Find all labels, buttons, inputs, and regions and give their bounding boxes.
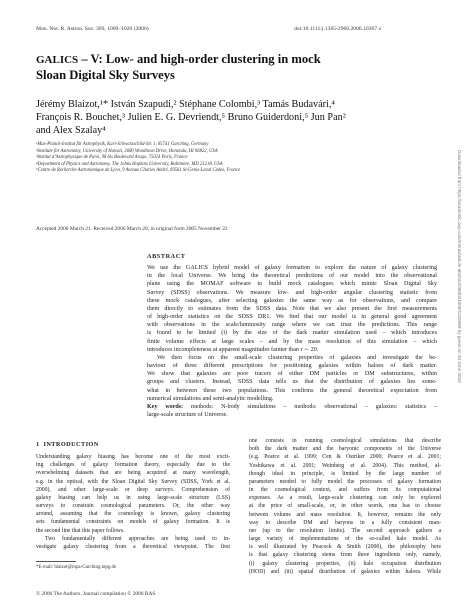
author-list xyxy=(36,98,406,137)
body-line: Yoshikawa et al. 2001; Weinberg et al. 2004). This method, al- xyxy=(249,462,441,469)
body-line: expenses. As a result, large-scale clustering can only be explored xyxy=(249,495,441,502)
body-line: 2000), and other large-scale or deep surveys. Comprehension of xyxy=(36,486,230,493)
body-line: both the dark matter and the baryonic components of the Universe xyxy=(249,446,441,453)
affiliation: ³Institut d’Astrophysique de Paris, 98 bis Boulevard Arago, 75014 Paris, France xyxy=(36,155,188,161)
abstract-line: We show that galaxies are poor tracers of either DM particles or DM substructures, within xyxy=(147,371,437,378)
abstract-line: plane using the MOMAF software to build mock catalogues which mimic Sloan Digital Sky xyxy=(147,281,437,288)
submission-dates: Accepted 2006 March 21. Received 2006 March 20; in original form 2005 November 22 xyxy=(36,226,228,232)
body-line: large variety of implementations of the so-called halo model. As xyxy=(249,536,441,543)
body-line: around, assuming that the cosmology is known, galaxy clustering xyxy=(36,511,230,518)
abstract-line: these mock catalogues, after selecting galaxies the same way as for observations, and compare xyxy=(147,297,437,304)
abstract-paragraph-1 xyxy=(147,264,437,354)
abstract-line: in the local Universe. We bring the theoretical predictions of our model into the observational xyxy=(147,273,437,280)
authors-line: Jérémy Blaizot,¹* István Szapudi,² Stéphane Colombi,³ Tamás Budavári,⁴ xyxy=(36,99,335,110)
title-line2: Sloan Digital Sky Surveys xyxy=(36,68,175,82)
affiliation: ⁵Centre de Recherche Astronomique de Lyon, 9 Avenue Charles André, 69561 St-Genis-Laval Cedex, France xyxy=(36,168,241,174)
copyright-notice: © 2006 The Authors. Journal compilation © 2006 RAS xyxy=(36,591,156,597)
introduction-right-column xyxy=(249,437,441,576)
body-line: the second line that this paper follows. xyxy=(36,527,125,534)
footnote-email: *E-mail: blaizot@mpa-Garching.mpg.de xyxy=(36,565,117,570)
download-watermark-text: Downloaded from https://academic.oup.com/mnras/article-abstract/369/3/1009/1225969 by guest on 10 June 2020 xyxy=(457,150,462,383)
body-line: one consists in running cosmological simulations that describe xyxy=(249,438,441,444)
abstract xyxy=(147,264,437,403)
abstract-line: We then focus on the small-scale clustering properties of galaxies and investigate the be- xyxy=(157,354,437,361)
abstract-line: groups and clusters. Instead, SDSS data tells us that the distribution of galaxies lies some- xyxy=(147,379,437,386)
body-line: sets fundamental constraints on models of galaxy formation. It is xyxy=(36,519,230,526)
body-line: ing challenges of galaxy formation theory, especially due to the xyxy=(36,462,230,469)
body-line: is well illustrated by Peacock & Smith (2000), the philosophy here xyxy=(249,544,441,551)
body-line: galaxy biasing can help us in using large-scale structure (LSS) xyxy=(36,494,230,501)
body-line: in the cosmological context, and suffers from its computational xyxy=(249,487,441,494)
abstract-line: finite volume effects at large scales – and by the mass resolution of this simulation – which xyxy=(147,338,437,345)
body-line: between volume and mass resolution. It, however, remains the only xyxy=(249,511,441,518)
affiliation: ¹Max-Planck-Institut für Astrophysik, Karl-Schwarzschild-Str. 1, 85741 Garching, Germany xyxy=(36,142,209,147)
abstract-line: Survey (SDSS) observations. We measure low- and high-order angular clustering statistic from xyxy=(147,289,437,296)
body-line: surveys to constrain cosmological parameters. Or, the other way xyxy=(36,503,230,510)
body-line: Two fundamentally different approaches are being used to in- xyxy=(45,535,230,542)
download-watermark xyxy=(456,150,464,530)
keywords-label: Key words: xyxy=(147,404,184,410)
abstract-line: what in between these two populations. This confirms the general theoretical expectation from xyxy=(147,387,437,394)
abstract-line: of high-order statistics on the SDSS DR1. We find that our model is in general good agreement xyxy=(147,314,437,321)
body-line: e.g. in the optical, with the Sloan Digital Sky Survey (SDSS, York et al. xyxy=(36,478,230,485)
authors-line: and Alex Szalay⁴ xyxy=(36,125,106,136)
abstract-line: them directly to estimates from the SDSS data. Note that we also present the first measurements xyxy=(147,305,437,312)
body-line: overwhelming datasets that are being acquired at many wavelength, xyxy=(36,470,230,477)
body-line: is that galaxy clustering stems from three ingredients only, namely, xyxy=(249,552,441,559)
abstract-paragraph-2 xyxy=(147,354,437,403)
body-line: (HOD) and (iii) spatial distribution of galaxies within haloes. While xyxy=(249,568,441,575)
body-line: at the price of small-scale, or, in other words, one has to choose xyxy=(249,503,441,510)
authors-line: François R. Bouchet,³ Julien E. G. Devriendt,⁵ Bruno Guiderdoni,⁵ Jun Pan² xyxy=(36,112,346,123)
affiliation: ²Institute for Astronomy, University of Hawaii, 2680 Woodlawn Drive, Honolulu, HI 96822, USA xyxy=(36,148,218,154)
abstract-line: introduces incompleteness at apparent magnitudes fainter than r ∼ 20. xyxy=(147,346,319,353)
keywords xyxy=(147,403,437,419)
running-head: Mon. Not. R. Astron. Soc. 369, 1009–1020 (2006) doi:10.1111/j.1365-2966.2006.10367.x xyxy=(36,26,382,32)
body-line: parameters needed to fully model the processes of galaxy formation xyxy=(249,478,441,485)
abstract-line: numerical simulations and semi-analytic modelling. xyxy=(147,395,274,402)
abstract-line: is found to be limited (i) by the size of the dark matter simulation used – which introduces xyxy=(147,330,437,337)
abstract-heading: ABSTRACT xyxy=(147,253,186,260)
introduction-left-column xyxy=(36,453,230,551)
body-line: though ideal in principle, is limited by the large number of xyxy=(249,470,441,477)
body-line: (e.g. Pearce et al. 1999; Cen & Ostriker 2000; Pearce et al. 2001; xyxy=(249,454,441,461)
abstract-line: with observations in the scale/luminosity range where we can trust the predictions. This range xyxy=(147,322,437,329)
title-line1: – V: Low- and high-order clustering in mock xyxy=(78,52,321,66)
keywords-text: large-scale structure of Universe. xyxy=(147,412,228,419)
paper-title xyxy=(36,52,366,83)
section-heading: 1 INTRODUCTION xyxy=(36,441,99,448)
affiliation: ⁴Department of Physics and Astronomy, The Johns Hopkins University, Baltimore, MD 21218, USA xyxy=(36,161,223,167)
abstract-line: We use the GALICS hybrid model of galaxy formation to explore the nature of galaxy clustering xyxy=(147,265,437,271)
abstract-line: haviour of three different prescriptions for positioning galaxies within haloes of dark matter. xyxy=(147,363,437,370)
footnote-divider xyxy=(36,561,76,562)
body-line: way to describe DM and baryons in a fully consistent man- xyxy=(249,519,441,526)
title-prefix: GALICS xyxy=(36,54,79,66)
body-line: ner (up to the resolution limits). The second approach gathers a xyxy=(249,527,441,534)
body-line: (i) galaxy clustering properties, (ii) halo occupation distribution xyxy=(249,560,441,567)
body-line: Understanding galaxy biasing has become one of the most excit- xyxy=(36,454,230,460)
body-line: vestigate galaxy clustering from a theoretical viewpoint. The first xyxy=(36,543,230,550)
keywords-text: methods: N-body simulations – methods: observational – galaxies: statistics – xyxy=(183,404,437,410)
affiliations xyxy=(36,142,416,175)
